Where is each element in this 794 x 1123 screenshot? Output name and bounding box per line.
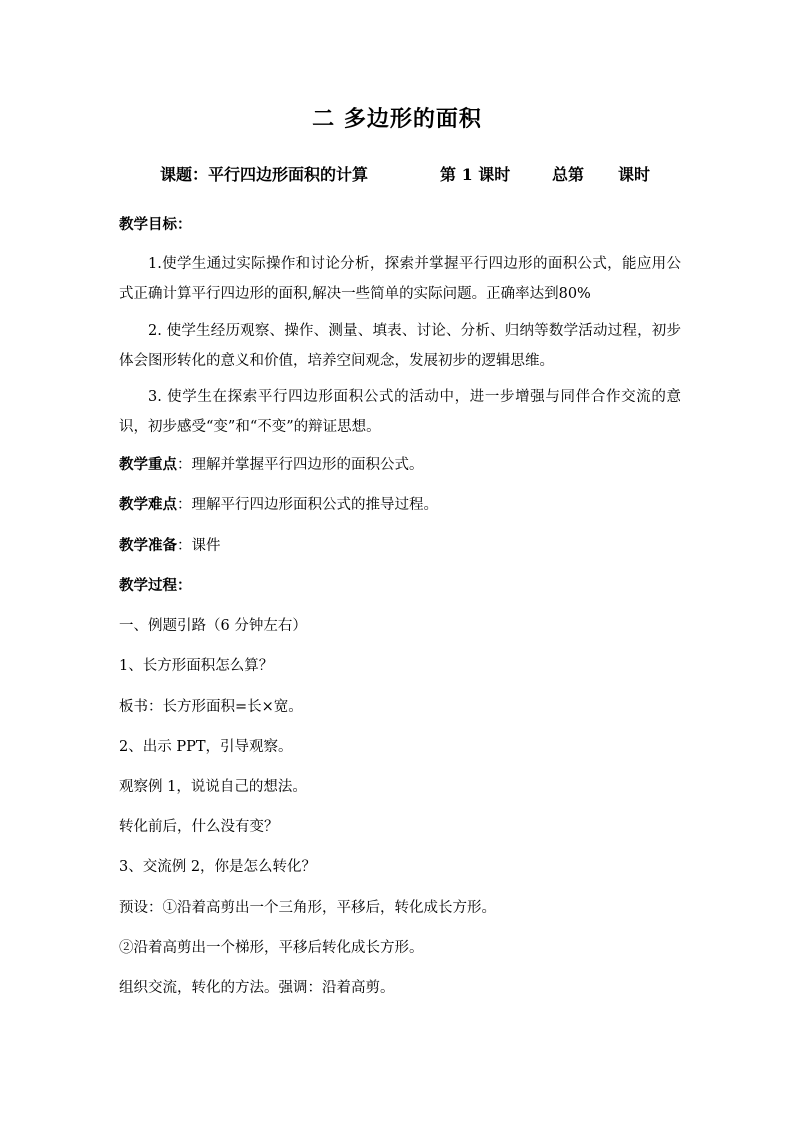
lesson-number: 第 1 课时 bbox=[440, 165, 511, 184]
process-line: 观察例 1，说说自己的想法。 bbox=[119, 779, 307, 795]
period-label: 课时 bbox=[618, 165, 651, 184]
key-point-label: 教学重点 bbox=[119, 456, 177, 473]
difficulty bbox=[119, 493, 438, 514]
objective-paragraph: 1.使学生通过实际操作和讨论分析，探索并掌握平行四边形的面积公式，能应用公式正确计算平行四边形的面积,解决一些简单的实际问题。正确率达到80% bbox=[119, 256, 681, 302]
process-line: ②沿着高剪出一个梯形，平移后转化成长方形。 bbox=[119, 940, 424, 956]
difficulty-text: ：理解平行四边形面积公式的推导过程。 bbox=[177, 497, 438, 513]
process-line: 一、例题引路（6 分钟左右） bbox=[119, 618, 307, 634]
preparation bbox=[119, 534, 221, 555]
process-line: 板书：长方形面积=长×宽。 bbox=[119, 699, 303, 715]
process-line: 组织交流，转化的方法。强调：沿着高剪。 bbox=[119, 980, 395, 996]
preparation-label: 教学准备 bbox=[119, 537, 177, 554]
course-line bbox=[160, 162, 650, 185]
process-heading: 教学过程： bbox=[119, 577, 192, 594]
process-line: 1、长方形面积怎么算？ bbox=[119, 658, 274, 674]
page-title: 二 多边形的面积 bbox=[312, 106, 482, 132]
process-line: 3、交流例 2，你是怎么转化？ bbox=[119, 859, 317, 875]
process-line: 2、出示 PPT，引导观察。 bbox=[119, 739, 293, 755]
key-point bbox=[119, 453, 424, 474]
preparation-text: ：课件 bbox=[177, 538, 221, 554]
process-line: 预设：①沿着高剪出一个三角形，平移后，转化成长方形。 bbox=[119, 900, 496, 916]
total-label: 总第 bbox=[552, 165, 585, 184]
objectives-heading: 教学目标： bbox=[119, 216, 192, 233]
course-title: 课题：平行四边形面积的计算 bbox=[160, 165, 369, 184]
difficulty-label: 教学难点 bbox=[119, 496, 177, 513]
process-line: 转化前后，什么没有变？ bbox=[119, 819, 279, 835]
key-point-text: ：理解并掌握平行四边形的面积公式。 bbox=[177, 457, 424, 473]
objective-paragraph: 3. 使学生在探索平行四边形面积公式的活动中，进一步增强与同伴合作交流的意识，初步感受“变”和“不变”的辩证思想。 bbox=[119, 389, 681, 435]
objective-paragraph: 2. 使学生经历观察、操作、测量、填表、讨论、分析、归纳等数学活动过程，初步体会图形转化的意义和价值，培养空间观念，发展初步的逻辑思维。 bbox=[119, 323, 681, 369]
